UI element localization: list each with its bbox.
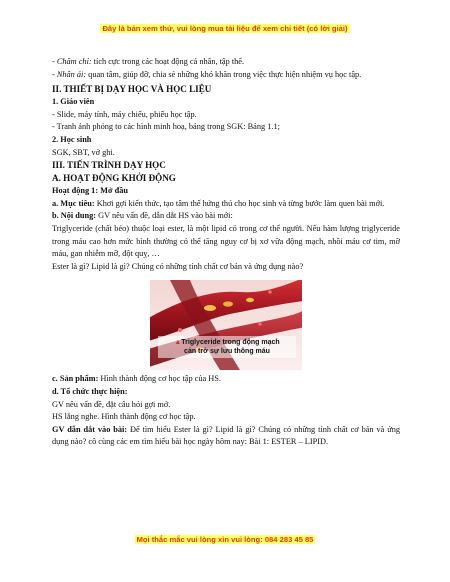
warning-triangle-icon: ▲	[174, 339, 182, 347]
chamchi-text: tích cực trong các hoạt động cá nhân, tập thể.	[91, 57, 245, 66]
muctieu-line	[52, 198, 400, 211]
sectionA-title: A. HOẠT ĐỘNG KHỞI ĐỘNG	[52, 173, 176, 184]
student-heading: 2. Học sinh	[52, 134, 92, 144]
preview-banner-text: Đây là bản xem thử, vui lòng mua tài liệu để xem chi tiết (có lời giải)	[102, 24, 348, 33]
noidung-line	[52, 210, 400, 223]
triglyceride-paragraph: Triglyceride (chất béo) thuộc loại ester, là một lipid có trong cơ thể người. Nếu hàm lượng triglyceride trong máu cao hơn mức bình thường có thể tăng nguy cơ bị xơ vữa động mạch, nhồi máu cơ tim, mỡ máu, gan nhiễm mỡ, đột quỵ, …	[52, 223, 400, 259]
teacher-item-1: - Slide, máy tính, máy chiếu, phiếu học tập.	[52, 109, 197, 119]
caption-line-2: cản trở sự lưu thông máu	[184, 348, 270, 356]
nhanai-text: quan tâm, giúp đỡ, chia sẻ những khó khăn trong việc thực hiện nhiệm vụ học tập.	[86, 69, 362, 79]
document-body	[52, 56, 400, 449]
gv-dandat-paragraph	[52, 424, 400, 449]
sanpham-text: Hình thành động cơ học tập của HS.	[98, 374, 221, 384]
contact-banner	[0, 535, 450, 544]
nhanai-line	[52, 69, 400, 82]
preview-banner	[0, 24, 450, 33]
noidung-text: GV nêu vấn đề, dẫn dắt HS vào bài mới:	[96, 211, 233, 221]
contact-banner-text: Mọi thắc mắc vui lòng xin vui lòng: 084 283 45 85	[136, 535, 314, 544]
sanpham-line	[52, 373, 400, 386]
tochuc-heading: d. Tổ chức thực hiện:	[52, 386, 128, 396]
section2-title: II. THIẾT BỊ DẠY HỌC VÀ HỌC LIỆU	[52, 84, 212, 95]
section3-title: III. TIẾN TRÌNH DẠY HỌC	[52, 160, 166, 171]
teacher-heading: 1. Giáo viên	[52, 97, 95, 107]
image-caption	[158, 338, 296, 356]
chamchi-label: - Chăm chỉ:	[52, 57, 92, 66]
artery-illustration	[150, 280, 302, 370]
student-text: SGK, SBT, vở ghi.	[52, 147, 115, 157]
gv-dandat-label: GV dẫn dắt vào bài:	[52, 424, 128, 434]
tochuc-line-1: GV nêu vấn đề, đặt câu hỏi gợi mở.	[52, 399, 171, 409]
nhanai-label: - Nhân ái:	[52, 69, 87, 79]
artery-image	[150, 280, 302, 370]
muctieu-text: Khơi gợi kiến thức, tạo tâm thế hứng thú cho học sinh và từng bước làm quen bài mới.	[94, 198, 385, 208]
question-line: Ester là gì? Lipid là gì? Chúng có những tính chất cơ bản và ứng dụng nào?	[52, 261, 304, 271]
sanpham-label: c. Sản phẩm:	[52, 374, 99, 384]
noidung-label: b. Nội dung:	[52, 211, 97, 221]
caption-line-1: Triglyceride trong động mạch	[181, 339, 280, 347]
muctieu-label: a. Mục tiêu:	[52, 198, 95, 208]
gv-dandat-text: Để tìm hiểu Ester là gì? Lipid là gì? Chúng có những tính chất cơ bản và ứng dụng nào? cô cùng các em tìm hiểu bài học ngày hôm nay: Bài 1: ESTER – LIPID.	[52, 424, 400, 447]
chamchi-line	[52, 56, 400, 69]
tochuc-line-2: HS lắng nghe. Hình thành động cơ học tập.	[52, 412, 196, 422]
teacher-item-2: - Tranh ảnh phóng to các hình minh hoạ, bảng trong SGK: Bảng 1.1;	[52, 122, 280, 132]
activity1-title: Hoạt động 1: Mở đầu	[52, 186, 129, 196]
